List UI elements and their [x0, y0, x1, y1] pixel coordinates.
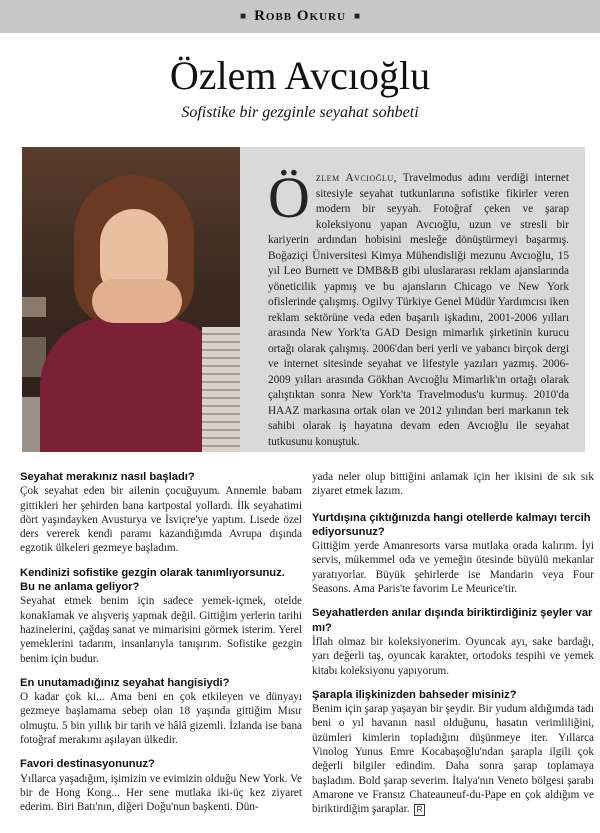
interview-question: Kendinizi sofistike gezgin olarak tanımlıyorsunuz. Bu ne anlama geliyor? — [20, 566, 285, 594]
article-title: Özlem Avcıoğlu — [169, 53, 431, 98]
final-answer-text: Benim için şarap yaşayan bir şeydir. Bir yudum aldığımda tadı beni o yıl havanın nasıl olduğunu, hasatın verimliliğini, üzümleri kimlerin topladığını düşünmeye iter. Yıllarca Vinolog Yunus Emre Kocabaşoğlu'ndan şarapla ilgili çok değerli bilgiler edindim. Daha sonra şarap toplamaya başladım. Bold şarap severim. İtalya'nın Veneto bölgesi şarabı Amarone ve Fransız Chateauneuf-du-Pape en çok aldığım ve biriktirdiğim şaraplar. — [312, 703, 594, 816]
interview-answer: Yıllarca yaşadığım, işimizin ve evimizin olduğu New York. Ve bir de Hong Kong... Her sene mutlaka iki-üç kez ziyaret ederim. Biri Batı'nın, diğeri Doğu'nun başkenti. Dün- — [20, 772, 302, 814]
interview-answer-continued: yada neler olup bittiğini anlamak için her ikisini de sık sık ziyaret etmek lazım. — [312, 471, 594, 498]
interview-question: En unutamadığınız seyahat hangisiydi? — [20, 676, 230, 689]
paper-stack — [202, 327, 240, 452]
left-column — [20, 470, 302, 825]
interview-answer-final — [312, 702, 594, 816]
interview-answer: O kadar çok ki... Ama beni en çok etkileyen ve dünyayı gezmeye başlamama sebep olan 18 yaşında gittiğim Mısır olmuştu. 5 bin yıllık bir tarih ve hâlâ gizemli. İzlanda ise bana fotoğraf merakımı aşılayan ülkedir. — [20, 691, 302, 747]
bio-box — [240, 147, 585, 452]
square-bullet-icon: ■ — [240, 11, 247, 22]
interview-question: Favori destinasyonunuz? — [20, 758, 155, 771]
portrait-hands — [92, 279, 182, 323]
section-label: Robb Okuru — [254, 8, 346, 24]
interview-question: Yurtdışına çıktığınızda hangi otellerde kalmayı tercih ediyorsunuz? — [312, 511, 591, 538]
drop-cap: Ö — [268, 165, 310, 230]
interview-question: Seyahat merakınız nasıl başladı? — [20, 471, 195, 483]
right-column — [312, 470, 594, 827]
interview-question: Şarapla ilişkinizden bahseder misiniz? — [312, 688, 517, 701]
square-bullet-icon: ■ — [353, 11, 360, 22]
bio-text: Travelmodus adını verdiği internet sitesiyle seyahat tutkunlarına sofistike fikirler veren modern bir seyyah. Fotoğraf çeken ve şarap koleksiyonu yapan Avcıoğlu, uzun ve stresli bir kariyerin ardından hobisini mesleğe dönüştürmeyi başarmış. Boğaziçi Üniversitesi Kimya Mühendisliği mezunu Avcıoğlu, 15 yıl Leo Burnett ve DMB&B gibi uluslararası reklam ajanslarında yöneticilik yapmış ve bu ajansların Chicago ve New York ofislerinde çalışmış. Ogilvy Türkiye Genel Müdür Yardımcısı iken reklam sektörüne veda eden başarılı işkadını, 2001-2006 yılları arasında New York'ta GAD Design mimarlık şirketinin kurucu ortağı olarak çalışmış. 2006'dan beri yerli ve yabancı birçok dergi ve internet sitesinde seyahat ve lifestyle yazıları yazmış. 2006-2009 yılları arasında Gökhan Avcıoğlu Mimarlık'ın ortağı olarak çalıştıktan sonra New York'ta Travelmodus'u kurmuş. 2010'da HAAZ markasına ortak olan ve 2012 yılından beri markanın tek sahibi olarak iş hayatına devam eden Avcıoğlu ile seyahat tutkusunu konuştuk. — [268, 172, 569, 448]
interview-answer: Gittiğim yerde Amanresorts varsa mutlaka orada kalırım. İyi servis, mükemmel oda ve yemeğin ötesinde büyülü mekanlar yaratıyorlar. Büyük şehirlerde ise Mandarin veya Four Seasons. Ama Paris'te favorim Le Meurice'tir. — [312, 540, 594, 596]
interview-answer: İflah olmaz bir koleksiyonerim. Oyuncak ayı, sake bardağı, yarı değerli taş, oyuncak karakter, ortodoks tespihi ve yemek kitabı koleksiyonu yapıyorum. — [312, 635, 594, 677]
interview-question: Seyahatlerden anılar dışında biriktirdiğiniz şeyler var mı? — [312, 607, 593, 634]
book-shelf — [22, 297, 46, 317]
end-mark-icon: R — [414, 804, 426, 816]
portrait-photo — [22, 147, 240, 452]
bio-lead: zlem Avcıoğlu, — [315, 172, 397, 184]
interview-answer: Çok seyahat eden bir ailenin çocuğuyum. Annemle babam gittikleri her şehirden bana kartpostal yollardı. İlk seyahatimi dört yaşındayken Avusturya ve İsviçre'ye yaptım. Lisede özel ders vererek kendi paramı kazandığımda Avrupa dışında egzotik ülkeleri gezmeye başladım. — [20, 485, 302, 555]
article-subtitle: Sofistike bir gezginle seyahat sohbeti — [181, 104, 419, 121]
section-header — [0, 0, 600, 33]
interview-answer: Seyahat etmek benim için sadece yemek-içmek, otelde konaklamak ve alışveriş yapmak değil. Gittiğim yerlerin tarihi hazinelerini, çağdaş sanat ve mimarisini görmek isterim. Yerel yemeklerini tadarım, insanlarıyla tanışırım. Sofistike gezgin benim için budur. — [20, 595, 302, 665]
